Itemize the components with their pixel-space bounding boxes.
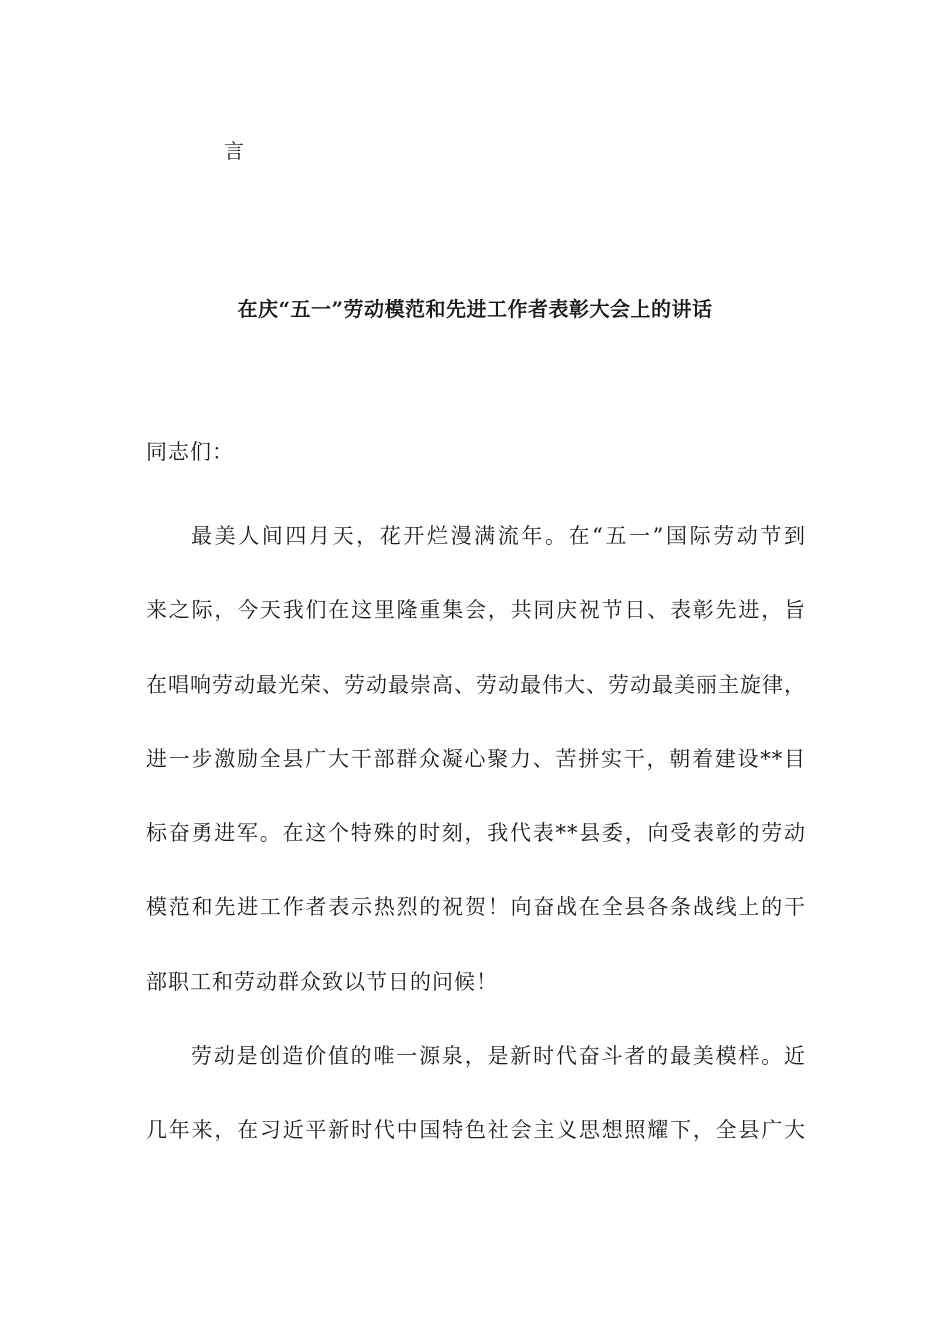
paragraph-line: 标奋勇进军。在这个特殊的时刻，我代表**县委，向受表彰的劳动: [146, 821, 806, 846]
paragraph-line: 在唱响劳动最光荣、劳动最崇高、劳动最伟大、劳动最美丽主旋律，: [146, 672, 806, 697]
paragraph-line: 模范和先进工作者表示热烈的祝贺！向奋战在全县各条战线上的干: [146, 895, 806, 920]
paragraph-line: 部职工和劳动群众致以节日的问候！: [146, 969, 498, 994]
paragraph-line: 来之际，今天我们在这里隆重集会，共同庆祝节日、表彰先进，旨: [146, 598, 806, 623]
paragraph-line: 进一步激励全县广大干部群众凝心聚力、苦拼实干，朝着建设**目: [146, 746, 806, 771]
document-title: 在庆“五一”劳动模范和先进工作者表彰大会上的讲话: [237, 297, 713, 321]
salutation: 同志们：: [146, 440, 234, 464]
paragraph-line: 最美人间四月天，花开烂漫满流年。在“五一”国际劳动节到: [191, 524, 806, 548]
header-mark: 言: [224, 139, 244, 163]
paragraph-line: 劳动是创造价值的唯一源泉，是新时代奋斗者的最美模样。近: [191, 1044, 806, 1069]
paragraph-line: 几年来，在习近平新时代中国特色社会主义思想照耀下，全县广大: [146, 1118, 806, 1143]
document-body: [146, 518, 806, 1187]
